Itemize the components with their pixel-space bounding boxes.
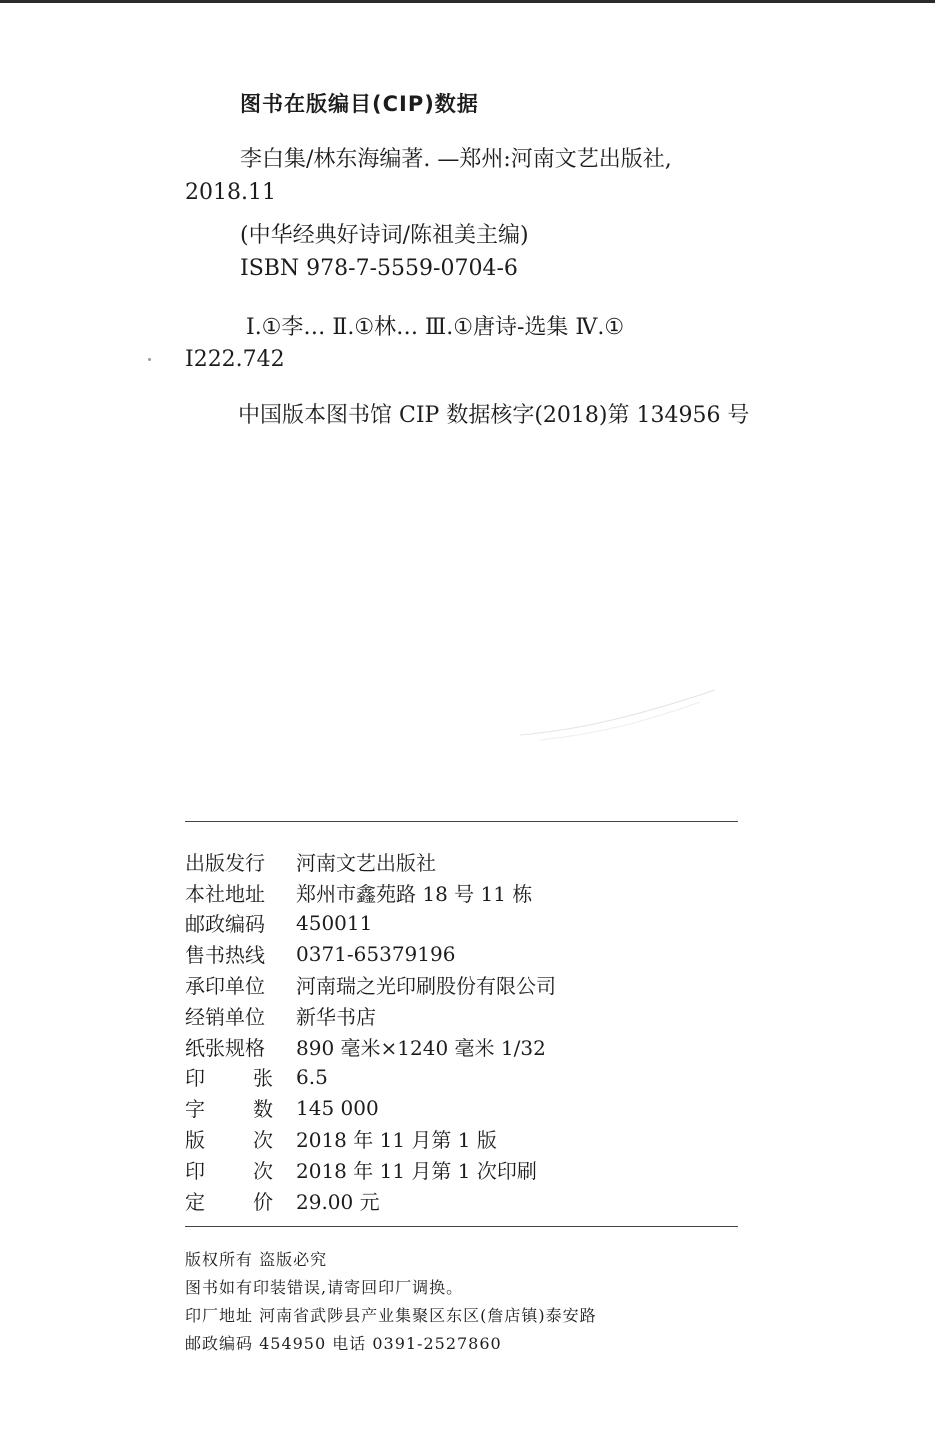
imprint-row-distributor	[185, 1000, 556, 1031]
imprint-row-printer	[185, 969, 556, 1000]
imprint-value: 河南文艺出版社	[296, 850, 436, 875]
cip-date-line: 2018.11	[185, 180, 276, 205]
imprint-label-char: 价	[253, 1189, 273, 1214]
imprint-label: 本社地址	[185, 881, 265, 906]
scan-dot	[148, 358, 151, 361]
imprint-value: 145 000	[296, 1095, 379, 1120]
cip-classification-line: I222.742	[185, 347, 285, 372]
imprint-row-edition	[185, 1123, 556, 1154]
imprint-label-char: 印	[185, 1066, 205, 1091]
imprint-label: 经销单位	[185, 1004, 265, 1029]
imprint-label: 承印单位	[185, 974, 265, 999]
imprint-label-char: 定	[185, 1189, 205, 1214]
imprint-label-char: 版	[185, 1128, 205, 1153]
imprint-value: 29.00 元	[296, 1189, 380, 1214]
imprint-value: 450011	[296, 910, 373, 935]
scan-smudge	[520, 690, 720, 750]
top-border-rule	[0, 0, 935, 3]
imprint-label-char: 次	[253, 1158, 273, 1183]
imprint-row-printing	[185, 1154, 556, 1185]
cip-isbn-line: ISBN 978-7-5559-0704-6	[240, 256, 518, 281]
imprint-label-char: 数	[253, 1097, 273, 1122]
copyright-notice: 版权所有 盗版必究	[185, 1250, 328, 1269]
imprint-row-paper-size	[185, 1031, 556, 1062]
imprint-label: 邮政编码	[185, 912, 265, 937]
printer-address: 印厂地址 河南省武陟县产业集聚区东区(詹店镇)泰安路	[185, 1306, 597, 1325]
imprint-label	[185, 1093, 273, 1122]
imprint-label	[185, 1155, 273, 1184]
imprint-label-char: 张	[253, 1066, 273, 1091]
imprint-value: 0371-65379196	[296, 941, 456, 966]
imprint-label: 纸张规格	[185, 1035, 265, 1060]
imprint-value: 890 毫米×1240 毫米 1/32	[296, 1035, 546, 1060]
imprint-value: 郑州市鑫苑路 18 号 11 栋	[296, 881, 533, 906]
imprint-label	[185, 1124, 273, 1153]
imprint-label: 出版发行	[185, 850, 265, 875]
imprint-value: 2018 年 11 月第 1 次印刷	[296, 1158, 537, 1183]
defect-return-notice: 图书如有印装错误,请寄回印厂调换。	[185, 1278, 464, 1297]
imprint-label	[185, 1062, 273, 1091]
imprint-row-word-count	[185, 1092, 556, 1123]
imprint-label: 售书热线	[185, 943, 265, 968]
imprint-value: 2018 年 11 月第 1 版	[296, 1128, 497, 1153]
imprint-value: 新华书店	[296, 1004, 376, 1029]
imprint-row-sheets	[185, 1062, 556, 1093]
imprint-row-postcode	[185, 908, 556, 939]
cip-record-number-line: 中国版本图书馆 CIP 数据核字(2018)第 134956 号	[238, 403, 750, 428]
imprint-label-char: 字	[185, 1097, 205, 1122]
imprint-label-char: 次	[253, 1128, 273, 1153]
cip-subject-line: Ⅰ.①李… Ⅱ.①林… Ⅲ.①唐诗-选集 Ⅳ.①	[246, 315, 625, 340]
imprint-row-publisher	[185, 846, 556, 877]
imprint-top-rule	[185, 821, 738, 822]
cip-heading: 图书在版编目(CIP)数据	[240, 92, 479, 116]
imprint-value: 6.5	[296, 1064, 328, 1089]
imprint-row-price	[185, 1185, 556, 1216]
imprint-table	[185, 846, 556, 1216]
imprint-value: 河南瑞之光印刷股份有限公司	[296, 974, 556, 999]
cip-title-line: 李白集/林东海编著. —郑州:河南文艺出版社,	[240, 147, 672, 172]
imprint-bottom-rule	[185, 1226, 738, 1227]
imprint-label	[185, 1186, 273, 1215]
imprint-row-address	[185, 877, 556, 908]
imprint-row-hotline	[185, 938, 556, 969]
cip-series-line: (中华经典好诗词/陈祖美主编)	[240, 223, 529, 248]
imprint-label-char: 印	[185, 1158, 205, 1183]
printer-postcode-phone: 邮政编码 454950 电话 0391-2527860	[185, 1334, 502, 1353]
